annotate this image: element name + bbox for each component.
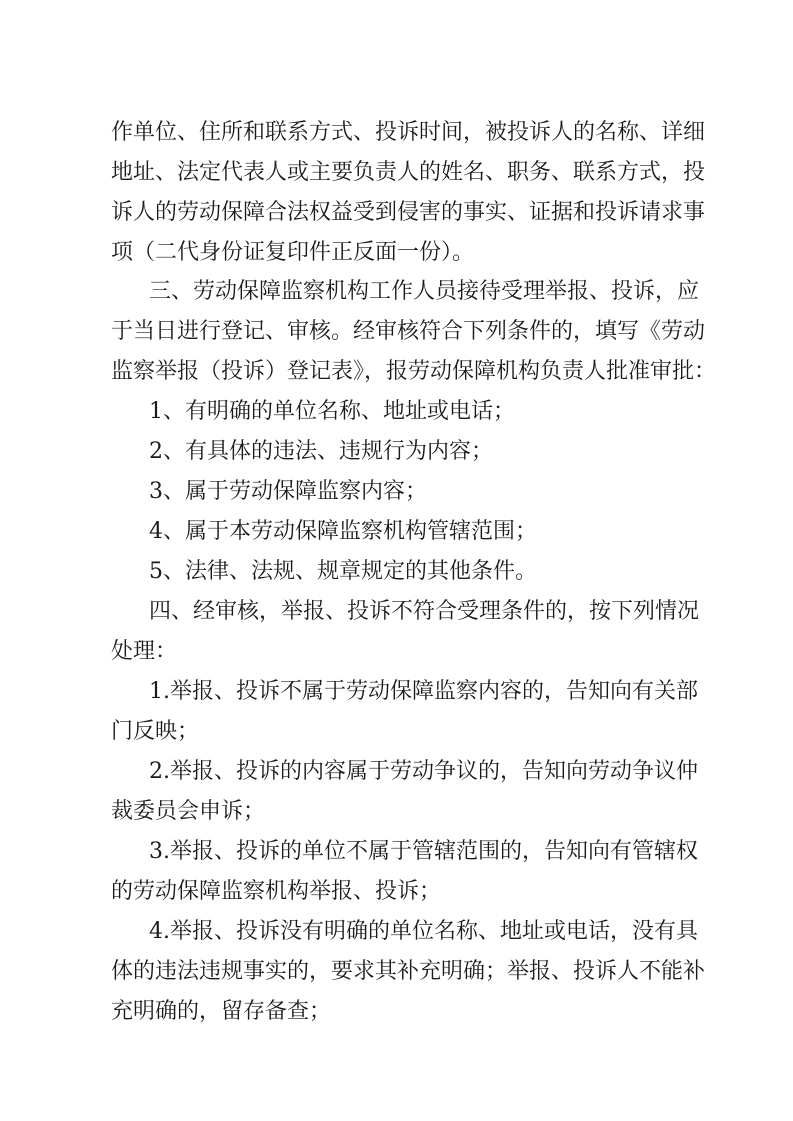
text-line: 诉人的劳动保障合法权益受到侵害的事实、证据和投诉请求事 xyxy=(111,200,706,225)
text-line: 三、劳动保障监察机构工作人员接待受理举报、投诉，应 xyxy=(149,279,700,304)
text-line: 的劳动保障监察机构举报、投诉； xyxy=(111,879,442,904)
list-item: 1.举报、投诉不属于劳动保障监察内容的，告知向有关部 xyxy=(149,679,698,704)
list-item: 4、属于本劳动保障监察机构管辖范围； xyxy=(149,519,537,544)
text-line: 监察举报（投诉）登记表》，报劳动保障机构负责人批准审批： xyxy=(111,359,717,384)
text-line: 地址、法定代表人或主要负责人的姓名、职务、联系方式，投 xyxy=(111,160,706,185)
text-line: 充明确的，留存备查； xyxy=(111,999,332,1024)
text-line: 体的违法违规事实的，要求其补充明确；举报、投诉人不能补 xyxy=(111,959,706,984)
list-item: 5、法律、法规、规章规定的其他条件。 xyxy=(149,559,537,584)
text-line: 项（二代身份证复印件正反面一份）。 xyxy=(111,240,475,265)
text-line: 门反映； xyxy=(111,719,200,744)
text-line: 处理： xyxy=(111,639,178,664)
list-item: 3、属于劳动保障监察内容； xyxy=(149,479,427,504)
list-item: 2.举报、投诉的内容属于劳动争议的，告知向劳动争议仲 xyxy=(149,759,698,784)
text-line: 于当日进行登记、审核。经审核符合下列条件的，填写《劳动 xyxy=(111,319,706,344)
text-line: 裁委员会申诉； xyxy=(111,799,266,824)
list-item: 2、有具体的违法、违规行为内容； xyxy=(149,439,493,464)
list-item: 4.举报、投诉没有明确的单位名称、地址或电话，没有具 xyxy=(149,919,698,944)
list-item: 3.举报、投诉的单位不属于管辖范围的，告知向有管辖权 xyxy=(149,839,698,864)
text-line: 作单位、住所和联系方式、投诉时间，被投诉人的名称、详细 xyxy=(111,120,706,145)
list-item: 1、有明确的单位名称、地址或电话； xyxy=(149,399,515,424)
text-line: 四、经审核，举报、投诉不符合受理条件的，按下列情况 xyxy=(149,599,700,624)
